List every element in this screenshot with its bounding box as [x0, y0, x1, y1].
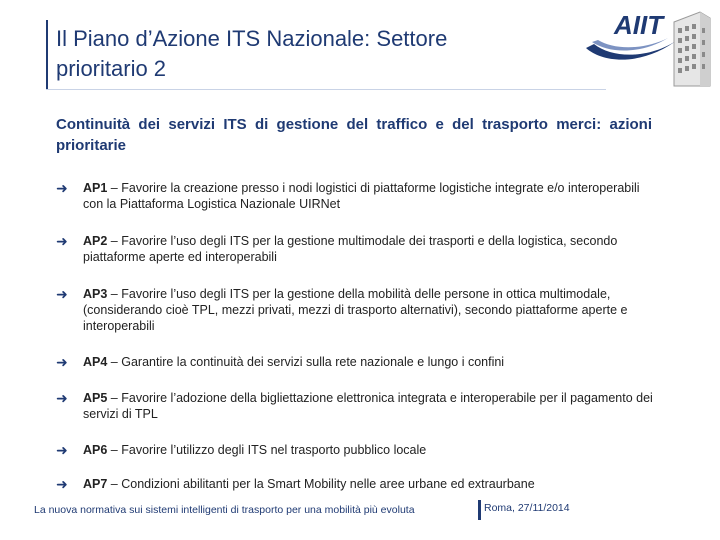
footer-divider: [478, 500, 481, 520]
action-item-ap5: [56, 390, 656, 422]
arrow-icon: ➜: [56, 180, 68, 196]
page-title-line-2: prioritario 2: [56, 56, 167, 81]
footer-caption: La nuova normativa sui sistemi intelligenti di trasporto per una mobilità più evoluta: [34, 504, 415, 516]
action-description: – Garantire la continuità dei servizi sulla rete nazionale e lungo i confini: [107, 355, 505, 369]
action-item-ap7: [56, 476, 656, 492]
action-item-ap6: [56, 442, 656, 458]
action-description: – Favorire l’uso degli ITS per la gestione multimodale dei trasporti e della logistica, secondo piattaforme aperte ed interoperabili: [83, 234, 618, 264]
action-item-text: [83, 476, 656, 492]
action-description: – Favorire la creazione presso i nodi logistici di piattaforme logistiche integrate e/o interoperabili con la Piattaforma Logistica Nazionale UIRNet: [83, 181, 640, 211]
title-divider: [46, 89, 606, 90]
action-code: AP1: [83, 181, 108, 195]
action-item-text: [83, 180, 656, 212]
action-code: AP5: [83, 391, 108, 405]
action-item-text: [83, 286, 656, 334]
action-item-text: [83, 354, 656, 370]
title-accent-bar: [46, 20, 48, 90]
action-description: – Favorire l’utilizzo degli ITS nel trasporto pubblico locale: [107, 443, 427, 457]
page-title-line-1: Il Piano d’Azione ITS Nazionale: Settore: [56, 26, 448, 51]
action-description: – Favorire l’uso degli ITS per la gestione della mobilità delle persone in ottica multimodale, (considerando cioè TPL, mezzi privati, mezzi di trasporto alternativi), secondo piattaforme aperte e interoperabili: [83, 287, 628, 333]
arrow-icon: ➜: [56, 390, 68, 406]
page-title: [56, 24, 536, 84]
arrow-icon: ➜: [56, 442, 68, 458]
aiit-logo: [584, 8, 684, 66]
action-code: AP2: [83, 234, 108, 248]
action-item-ap4: [56, 354, 656, 370]
action-item-ap2: [56, 233, 656, 265]
arrow-icon: ➜: [56, 354, 68, 370]
action-item-text: [83, 390, 656, 422]
action-item-ap3: [56, 286, 656, 334]
action-code: AP3: [83, 287, 108, 301]
arrow-icon: ➜: [56, 233, 68, 249]
action-description: – Condizioni abilitanti per la Smart Mobility nelle aree urbane ed extraurbane: [107, 477, 535, 491]
logo-wordmark: AIIT: [614, 10, 664, 40]
section-subtitle: Continuità dei servizi ITS di gestione del traffico e del trasporto merci: azioni prioritarie: [56, 116, 652, 154]
action-description: – Favorire l’adozione della bigliettazione elettronica integrata e interoperabile per il pagamento dei servizi di TPL: [83, 391, 653, 421]
building-icon: [670, 8, 714, 88]
action-item-text: [83, 442, 656, 458]
action-item-text: [83, 233, 656, 265]
action-code: AP6: [83, 443, 108, 457]
action-code: AP7: [83, 477, 108, 491]
action-item-ap1: [56, 180, 656, 212]
arrow-icon: ➜: [56, 476, 68, 492]
arrow-icon: ➜: [56, 286, 68, 302]
action-code: AP4: [83, 355, 108, 369]
footer-date: Roma, 27/11/2014: [484, 502, 570, 514]
